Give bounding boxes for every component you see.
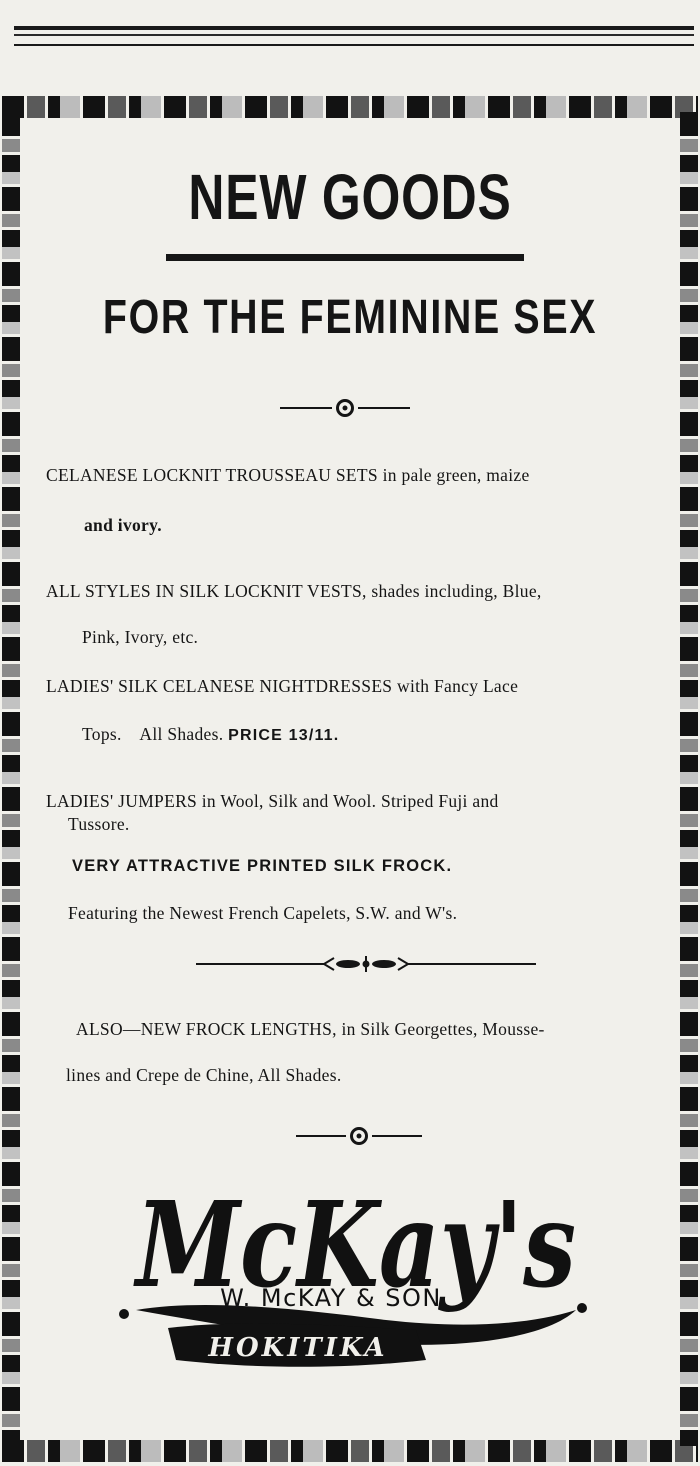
logo-town: HOKITIKA <box>208 1333 388 1363</box>
nightdress-shades: All Shades. <box>139 724 224 744</box>
nightdress-price: PRICE 13/11. <box>228 727 340 744</box>
mckays-logo <box>116 1160 596 1396</box>
item-trousseau-line-2: and ivory. <box>84 515 162 535</box>
headline: NEW GOODS <box>188 161 512 233</box>
item-lengths-line-2: lines and Crepe de Chine, All Shades. <box>66 1065 342 1085</box>
item-vests-line-1: ALL STYLES IN SILK LOCKNIT VESTS, shades including, Blue, <box>46 581 542 601</box>
logo-wordmark: McKay's <box>132 1175 576 1314</box>
decorative-border-right <box>680 112 698 1446</box>
logo-firm-name: W. McKAY & SON <box>220 1284 442 1312</box>
item-frock-line: Featuring the Newest French Capelets, S.W. and W's. <box>68 903 458 923</box>
ornament-divider-1 <box>280 398 410 418</box>
decorative-border-bottom <box>2 1440 698 1462</box>
item-nightdress-line-1: LADIES' SILK CELANESE NIGHTDRESSES with Fancy Lace <box>46 676 519 696</box>
item-frock-heading: VERY ATTRACTIVE PRINTED SILK FROCK. <box>72 857 453 875</box>
ornament-divider-3 <box>296 1126 422 1146</box>
subheadline: FOR THE FEMININE SEX <box>102 291 598 344</box>
item-jumpers-line-1: LADIES' JUMPERS in Wool, Silk and Wool. Striped Fuji and <box>46 791 499 811</box>
item-trousseau-line-1: CELANESE LOCKNIT TROUSSEAU SETS in pale green, maize <box>46 465 530 485</box>
nightdress-tops: Tops. <box>82 724 122 744</box>
decorative-border-top <box>2 96 698 118</box>
masthead-rule <box>14 26 694 46</box>
item-vests-line-2: Pink, Ivory, etc. <box>82 627 199 647</box>
decorative-border-left <box>2 112 20 1446</box>
item-lengths-line-1: ALSO—NEW FROCK LENGTHS, in Silk Georgettes, Mousse- <box>76 1019 545 1039</box>
headline-underline <box>166 254 524 261</box>
item-jumpers-line-2: Tussore. <box>68 814 130 834</box>
item-nightdress-line-2 <box>82 723 339 747</box>
ornament-divider-2 <box>196 952 536 976</box>
